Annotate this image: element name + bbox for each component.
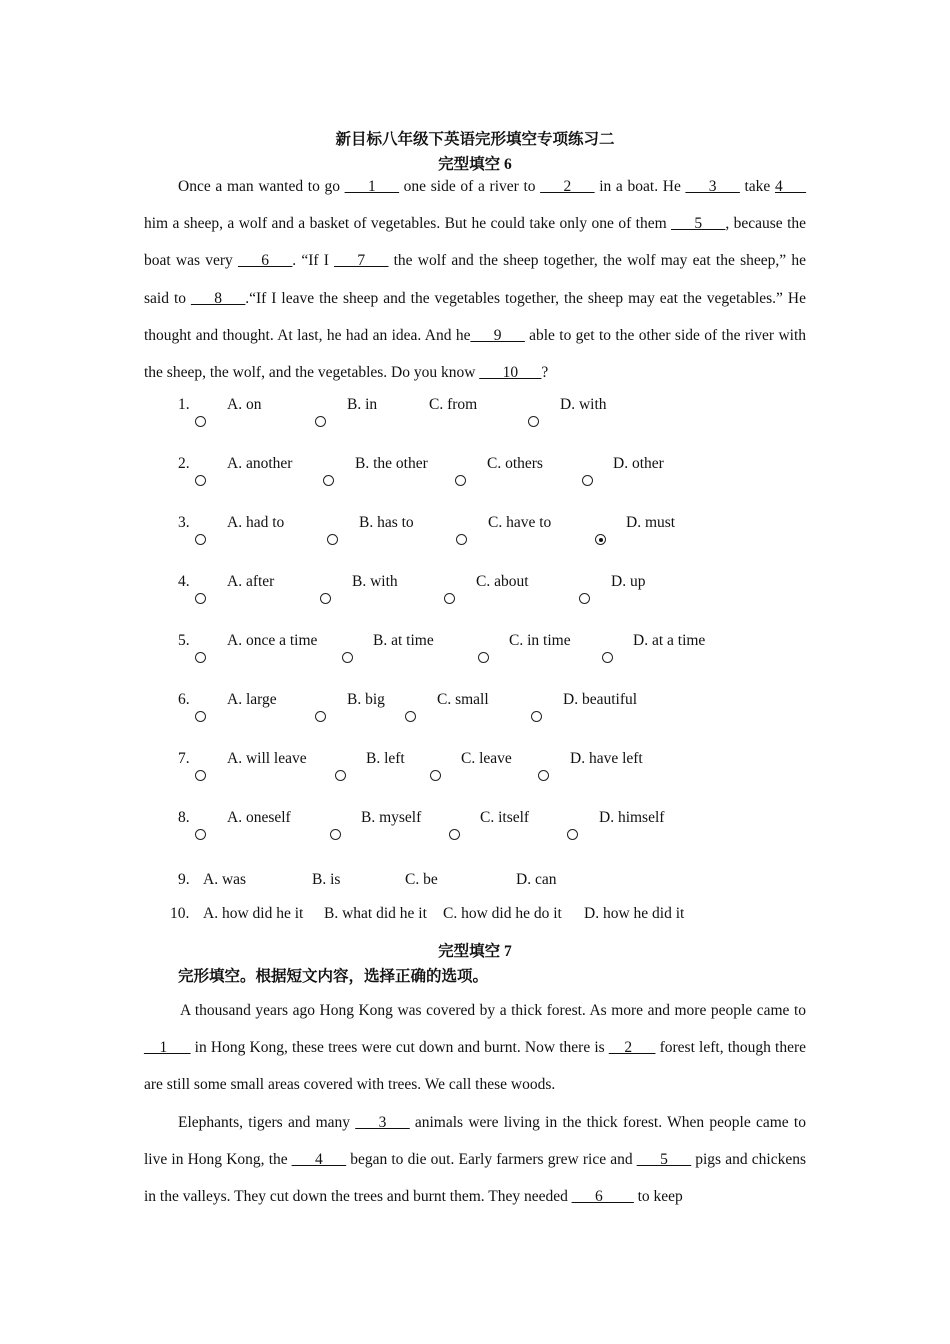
radio-option-b[interactable] <box>323 475 334 486</box>
question-1 <box>0 396 950 420</box>
radio-option-d[interactable] <box>531 711 542 722</box>
radio-option-a[interactable] <box>195 829 206 840</box>
radio-option-c[interactable] <box>430 770 441 781</box>
passage-text: him a sheep, a wolf and a basket of vegetables. But he could take only one of them <box>144 215 672 233</box>
question-number: 4. <box>178 573 190 590</box>
blank: ___2___ <box>540 178 595 195</box>
blank: ___7___ <box>334 252 389 270</box>
passage-text: , because the boat was very <box>144 215 806 270</box>
passage-text: to keep <box>633 1188 683 1206</box>
option-c[interactable]: C. be <box>405 871 438 888</box>
option-d[interactable]: D. with <box>560 396 607 413</box>
radio-option-c[interactable] <box>478 652 489 663</box>
radio-option-c[interactable] <box>449 829 460 840</box>
option-c[interactable]: C. others <box>487 455 543 472</box>
passage-text: take <box>739 178 775 195</box>
question-number: 10. <box>170 905 190 922</box>
passage-text: Elephants, tigers and many <box>178 1114 356 1131</box>
passage-text: pigs and chickens in the valleys. They cut down the trees and burnt them. They needed <box>144 1151 806 1206</box>
radio-option-c[interactable] <box>444 593 455 604</box>
radio-option-d[interactable] <box>538 770 549 781</box>
section-7-heading: 完型填空 7 <box>438 943 512 960</box>
page-title: 新目标八年级下英语完形填空专项练习二 <box>335 131 615 148</box>
option-b[interactable]: B. big <box>347 691 385 708</box>
radio-option-b[interactable] <box>327 534 338 545</box>
passage-7-paragraph-1 <box>144 992 806 1104</box>
question-3 <box>0 514 950 538</box>
passage-text: ? <box>541 364 549 382</box>
question-5 <box>0 632 950 656</box>
option-c[interactable]: C. small <box>437 691 489 708</box>
radio-option-c[interactable] <box>455 475 466 486</box>
option-d[interactable]: D. up <box>611 573 646 590</box>
option-b[interactable]: B. at time <box>373 632 434 649</box>
passage-text: the wolf and the sheep together, the wolf may eat the sheep,” he said to <box>144 252 806 307</box>
passage-6 <box>144 168 806 391</box>
radio-option-a[interactable] <box>195 711 206 722</box>
passage-text: . “If I <box>292 252 335 270</box>
question-6 <box>0 691 950 715</box>
blank: ___3___ <box>355 1114 410 1131</box>
radio-option-d[interactable] <box>602 652 613 663</box>
option-a[interactable]: A. once a time <box>227 632 318 649</box>
option-c[interactable]: C. about <box>476 573 529 590</box>
radio-option-a[interactable] <box>195 475 206 486</box>
option-a[interactable]: A. after <box>227 573 275 590</box>
radio-option-d[interactable] <box>579 593 590 604</box>
radio-option-b[interactable] <box>335 770 346 781</box>
radio-option-c[interactable] <box>405 711 416 722</box>
blank: ___3___ <box>685 178 740 195</box>
option-a[interactable]: A. oneself <box>227 809 291 826</box>
blank: ___1___ <box>344 178 399 195</box>
radio-option-a[interactable] <box>195 652 206 663</box>
option-a[interactable]: A. will leave <box>227 750 307 767</box>
blank: ___6____ <box>571 1188 634 1206</box>
option-c[interactable]: C. have to <box>488 514 552 531</box>
question-7 <box>0 750 950 774</box>
blank: ___10___ <box>479 364 542 382</box>
blank: ___4___ <box>291 1151 347 1169</box>
option-d[interactable]: D. at a time <box>633 632 706 649</box>
radio-option-b[interactable] <box>315 711 326 722</box>
passage-text: in a boat. He <box>594 178 686 195</box>
option-a[interactable]: A. how did he it <box>203 905 304 922</box>
option-d[interactable]: D. how he did it <box>584 905 685 922</box>
question-number: 5. <box>178 632 190 649</box>
question-number: 8. <box>178 809 190 826</box>
blank: ___5___ <box>671 215 726 233</box>
question-number: 9. <box>178 871 190 888</box>
passage-text: able to get to the other side of the river with the sheep, the wolf, and the vegetables. Do you know <box>144 326 807 382</box>
radio-option-d[interactable] <box>528 416 539 427</box>
section-7-instruction: 完形填空。根据短文内容，选择正确的选项。 <box>178 968 489 985</box>
passage-text: forest left, though there are still some small areas covered with trees. We call these woods. <box>144 1039 806 1094</box>
question-8 <box>0 809 950 833</box>
option-c[interactable]: C. how did he do it <box>443 905 562 922</box>
passage-text: animals were living in the thick forest. When people came to live in Hong Kong, the <box>144 1114 806 1169</box>
option-b[interactable]: B. in <box>347 396 378 413</box>
passage-text: Once a man wanted to go <box>178 178 345 195</box>
option-d[interactable]: D. must <box>626 514 676 531</box>
option-c[interactable]: C. leave <box>461 750 512 767</box>
option-a[interactable]: A. large <box>227 691 277 708</box>
passage-text: began to die out. Early farmers grew rice and <box>346 1151 637 1169</box>
radio-option-d[interactable] <box>582 475 593 486</box>
radio-option-a[interactable] <box>195 416 206 427</box>
blank: ___9___ <box>470 326 525 344</box>
radio-option-d[interactable] <box>567 829 578 840</box>
radio-option-b[interactable] <box>330 829 341 840</box>
option-a[interactable]: A. another <box>227 455 293 472</box>
radio-option-d[interactable] <box>595 534 606 545</box>
option-d[interactable]: D. other <box>613 455 664 472</box>
question-number: 2. <box>178 455 190 472</box>
blank: __1___ <box>144 1039 191 1057</box>
option-b[interactable]: B. myself <box>361 809 422 826</box>
passage-text: A thousand years ago Hong Kong was covered by a thick forest. As more and more people came to <box>180 1002 806 1019</box>
blank: ___8___ <box>190 289 246 307</box>
option-b[interactable]: B. has to <box>359 514 414 531</box>
radio-option-a[interactable] <box>195 593 206 604</box>
question-number: 1. <box>178 396 190 413</box>
passage-text: one side of a river to <box>398 178 541 195</box>
option-d[interactable]: D. beautiful <box>563 691 638 708</box>
option-c[interactable]: C. in time <box>509 632 571 649</box>
passage-text: .“If I leave the sheep and the vegetables together, the sheep may eat the vegetables.” He thought and thought. At last, he had an idea. And he <box>144 289 806 344</box>
option-b[interactable]: B. is <box>312 871 341 888</box>
blank: __2___ <box>608 1039 656 1057</box>
option-d[interactable]: D. have left <box>570 750 643 767</box>
section-6-heading: 完型填空 6 <box>438 156 512 173</box>
passage-text: in Hong Kong, these trees were cut down and burnt. Now there is <box>190 1039 609 1057</box>
radio-option-b[interactable] <box>315 416 326 427</box>
blank: ___6___ <box>238 252 293 270</box>
option-d[interactable]: D. can <box>516 871 557 888</box>
question-2 <box>0 455 950 479</box>
question-number: 3. <box>178 514 190 531</box>
option-d[interactable]: D. himself <box>599 809 665 826</box>
option-b[interactable]: B. what did he it <box>324 905 427 922</box>
radio-option-a[interactable] <box>195 534 206 545</box>
passage-7-paragraph-2 <box>144 1104 806 1216</box>
radio-option-b[interactable] <box>342 652 353 663</box>
option-a[interactable]: A. was <box>203 871 247 888</box>
option-a[interactable]: A. on <box>227 396 262 413</box>
option-a[interactable]: A. had to <box>227 514 285 531</box>
option-c[interactable]: C. from <box>429 396 478 413</box>
option-b[interactable]: B. the other <box>355 455 428 472</box>
question-4 <box>0 573 950 597</box>
question-number: 6. <box>178 691 190 708</box>
option-b[interactable]: B. with <box>352 573 398 590</box>
option-b[interactable]: B. left <box>366 750 405 767</box>
question-number: 7. <box>178 750 190 767</box>
blank: 4___ <box>774 178 806 195</box>
radio-option-b[interactable] <box>320 593 331 604</box>
blank: ___5___ <box>636 1151 692 1169</box>
radio-option-c[interactable] <box>456 534 467 545</box>
radio-option-a[interactable] <box>195 770 206 781</box>
option-c[interactable]: C. itself <box>480 809 530 826</box>
